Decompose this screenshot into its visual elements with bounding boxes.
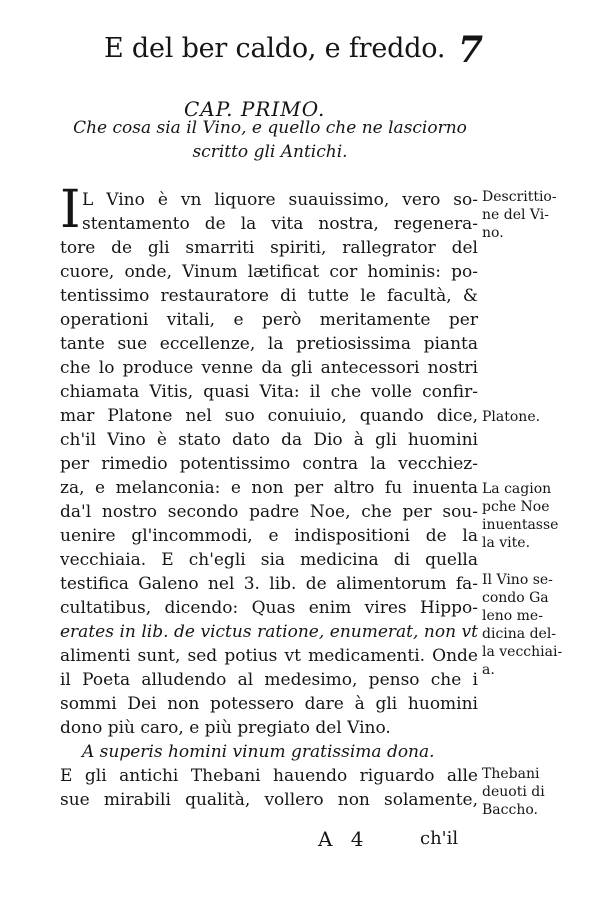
text-line: alimenti sunt, sed potius vt medicamenti. Onde: [60, 646, 478, 666]
margin-note-line: Platone.: [482, 409, 541, 425]
chapter-subtitle-line: Che cosa sia il Vino, e quello che ne lasciorno: [73, 118, 467, 138]
text-line: per rimedio potentissimo contra la vecchiez-: [60, 454, 478, 474]
margin-note-line: Descrittio-: [482, 189, 557, 205]
text-line: cultatibus, dicendo: Quas enim vires Hippo-: [60, 598, 478, 618]
margin-note-wine-description: [482, 188, 564, 242]
text-line: tentissimo restauratore di tutte le facultà, &: [60, 286, 478, 306]
margin-note-line: deuoti di: [482, 784, 545, 800]
text-line: testifica Galeno nel 3. lib. de alimentorum fa-: [60, 574, 478, 594]
text-line: sue mirabili qualità, vollero non solamente,: [60, 790, 478, 810]
text-line: sommi Dei non potessero dare à gli huomini: [60, 694, 478, 714]
text-line: L Vino è vn liquore suauissimo, vero so-: [82, 190, 478, 210]
text-line: operationi vitali, e però meritamente per: [60, 310, 478, 330]
text-line: da'l nostro secondo padre Noe, che per sou-: [60, 502, 478, 522]
margin-note-line: leno me-: [482, 608, 543, 624]
text-line: vecchiaia. E ch'egli sia medicina di quella: [60, 550, 478, 570]
margin-note-line: la vite.: [482, 535, 531, 551]
margin-note-line: la vecchiai-: [482, 644, 563, 660]
text-line: chiamata Vitis, quasi Vita: il che volle confir-: [60, 382, 478, 402]
margin-note-line: a.: [482, 662, 495, 678]
margin-note-thebani: [482, 765, 564, 819]
quote-line: A superis homini vinum gratissima dona.: [82, 742, 435, 762]
margin-note-line: inuentasse: [482, 517, 559, 533]
margin-note-line: pche Noe: [482, 499, 550, 515]
text-line: tore de gli smarriti spiriti, rallegrator del: [60, 238, 478, 258]
main-text: [60, 188, 478, 812]
drop-cap: I: [60, 180, 81, 240]
chapter-title: CAP. PRIMO.: [184, 97, 326, 121]
text-line: uenire gl'incommodi, e indispositioni de la: [60, 526, 478, 546]
text-line: mar Platone nel suo conuiuio, quando dice,: [60, 406, 478, 426]
margin-note-line: Baccho.: [482, 802, 538, 818]
text-line: za, e melanconia: e non per altro fu inuenta: [60, 478, 478, 498]
chapter-subtitle: [60, 116, 480, 164]
text-line: cuore, onde, Vinum lætificat cor hominis: po-: [60, 262, 478, 282]
signature-mark: A 4: [318, 827, 370, 851]
chapter-subtitle-line: scritto gli Antichi.: [192, 142, 348, 162]
margin-note-line: Thebani: [482, 766, 540, 782]
margin-note-line: dicina del-: [482, 626, 557, 642]
text-line: ch'il Vino è stato dato da Dio à gli huomini: [60, 430, 478, 450]
margin-note-line: ne del Vi-: [482, 207, 549, 223]
text-line: il Poeta alludendo al medesimo, penso che i: [60, 670, 478, 690]
margin-note-line: La cagion: [482, 481, 552, 497]
margin-note-line: condo Ga: [482, 590, 549, 606]
text-line: erates in lib. de victus ratione, enumerat, non vt: [60, 622, 478, 642]
margin-note-line: no.: [482, 225, 504, 241]
catchword: ch'il: [420, 828, 459, 849]
text-line: che lo produce venne da gli antecessori nostri: [60, 358, 478, 378]
text-line: tante sue eccellenze, la pretiosissima pianta: [60, 334, 478, 354]
text-line: E gli antichi Thebani hauendo riguardo alle: [60, 766, 478, 786]
margin-note-noe: [482, 480, 564, 552]
running-header: E del ber caldo, e freddo.: [104, 33, 446, 64]
margin-note-galeno: [482, 571, 564, 679]
margin-note-line: Il Vino se-: [482, 572, 553, 588]
text-line: dono più caro, e più pregiato del Vino.: [60, 718, 391, 738]
text-line: stentamento de la vita nostra, regenera-: [82, 214, 478, 234]
margin-note-platone: [482, 408, 564, 426]
page-number: 7: [458, 29, 484, 71]
